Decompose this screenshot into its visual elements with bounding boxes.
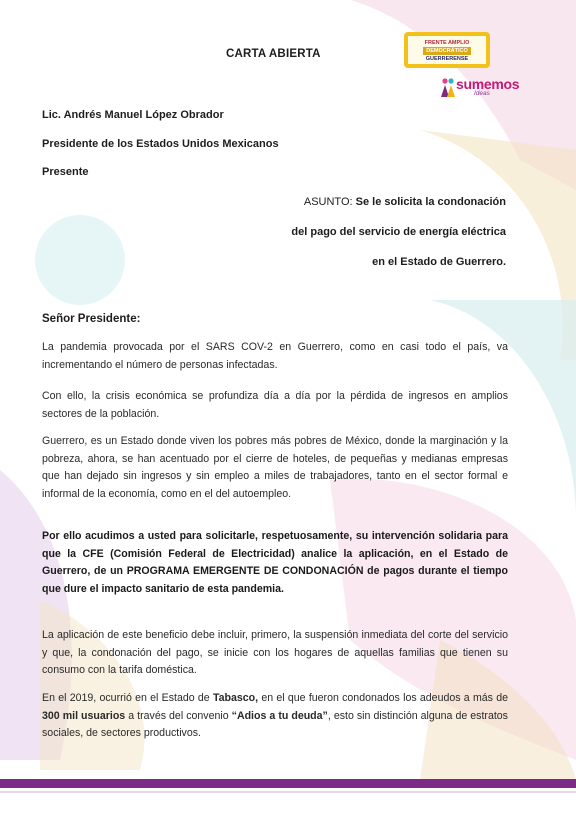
logo-line-1: FRENTE AMPLIO xyxy=(424,40,470,46)
paragraph-1: La pandemia provocada por el SARS COV-2 en Guerrero, como en casi todo el país, va incrementando el número de personas infectadas. xyxy=(42,341,508,371)
sumemos-wordmark: sumemos xyxy=(456,76,520,92)
footer-bar xyxy=(0,779,576,788)
greeting: Señor Presidente: xyxy=(42,313,141,325)
asunto-text-1: Se le solicita la condonación xyxy=(355,196,506,208)
p6-c: en el que fueron condonados los adeudos a más de xyxy=(258,692,509,704)
sumemos-logo xyxy=(440,74,540,104)
p6-e: a través del convenio xyxy=(125,709,232,722)
logo-line-3: GUERRERENSE xyxy=(425,56,469,62)
p6-a: En el 2019, ocurrió en el Estado de xyxy=(42,692,213,704)
asunto-line-3 xyxy=(372,256,506,268)
asunto-line-1 xyxy=(304,196,506,208)
asunto-text-2: del pago del servicio de energía eléctrica xyxy=(291,226,506,238)
paragraph-4: Por ello acudimos a usted para solicitarle, respetuosamente, su intervención solidaria para que la CFE (Comisión Federal de Electricidad) analice la aplicación, en el Estado de Guerrero, de un PROGRAMA EMERGENTE DE CONDONACIÓN de pagos durante el tiempo que dure el impacto sanitario de esta pandemia. xyxy=(42,530,508,595)
sumemos-subtitle: Ideas xyxy=(474,90,490,97)
p6-tabasco: Tabasco, xyxy=(212,692,259,704)
paragraph-6 xyxy=(42,690,508,743)
asunto-label: ASUNTO: xyxy=(303,196,356,208)
paragraph-3: Guerrero, es un Estado donde viven los pobres más pobres de México, donde la marginación y la pobreza, ahora, se han acentuado por el cierre de hoteles, de pequeñas y medianas empresas que han dejado sin ingresos y sin empleo a miles de trabajadores, tanto en el sector formal e informal de la economía, como en el del autoempleo. xyxy=(42,435,508,500)
logo-line-2: DEMOCRÁTICO xyxy=(423,47,471,55)
letter-title: CARTA ABIERTA xyxy=(226,48,321,60)
asunto-line-2 xyxy=(291,226,506,238)
recipient-title: Presidente de los Estados Unidos Mexicanos xyxy=(42,138,279,150)
recipient-name: Lic. Andrés Manuel López Obrador xyxy=(42,109,224,121)
footer-line xyxy=(0,791,576,793)
paragraph-2: Con ello, la crisis económica se profundiza día a día por la pérdida de ingresos en amplios sectores de la población. xyxy=(42,390,508,420)
asunto-text-3: en el Estado de Guerrero. xyxy=(372,256,506,268)
p6-usuarios: 300 mil usuarios xyxy=(42,709,126,722)
paragraph-5: La aplicación de este beneficio debe incluir, primero, la suspensión inmediata del corte del servicio y que, la condonación del pago, se inicie con los hogares de aquellas familias que tienen su consumo con la tarifa doméstica. xyxy=(42,629,508,676)
frente-amplio-logo xyxy=(404,32,490,68)
people-icon xyxy=(440,77,456,99)
presente-line: Presente xyxy=(42,166,89,178)
p6-g: , esto sin distinción alguna de estratos sociales, de sectores productivos. xyxy=(42,709,508,739)
p6-convenio: “Adios a tu deuda” xyxy=(231,709,328,722)
